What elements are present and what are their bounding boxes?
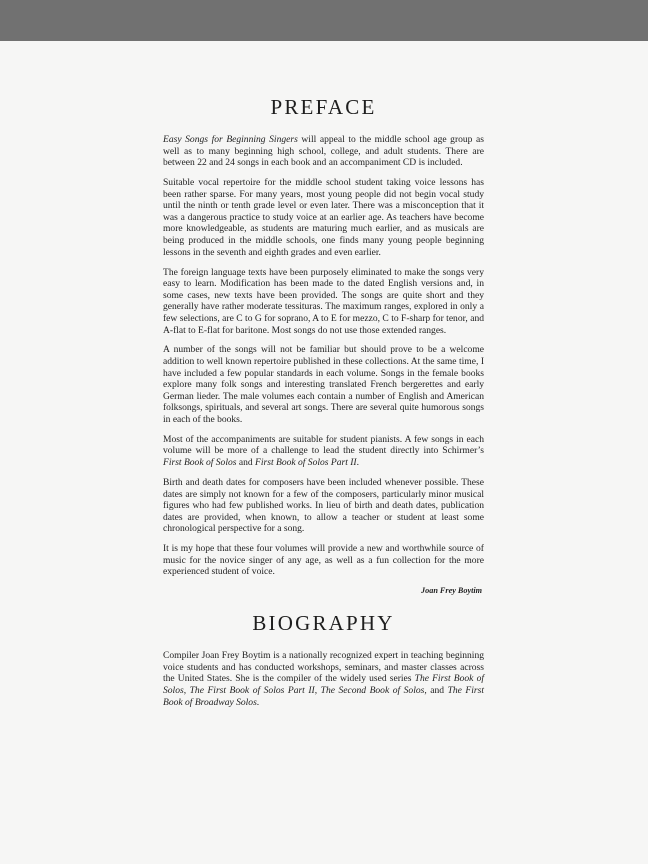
paragraph-text: Most of the accompaniments are suitable for student pianists. A few songs in each volume will be more of a challenge to lead the student directly into Schirmer’s (163, 433, 484, 457)
book-title-italic: First Book of Solos (163, 457, 237, 469)
preface-paragraph-3: The foreign language texts have been purposely eliminated to make the songs very easy to learn. Modification has been made to the dated English versions and, in some cases, new texts have been provided. The songs are quite short and they generally have rather moderate tessituras. The maximum ranges, explored in only a few selections, are C to G for soprano, A to E for mezzo, C to F-sharp for tenor, and A-flat to E-flat for baritone. Most songs do not use those extended ranges. (163, 266, 484, 336)
preface-paragraph-6: Birth and death dates for composers have been included whenever possible. These dates are simply not known for a few of the composers, particularly minor musical figures who had few published works. In lieu of birth and death dates, publication dates are provided, when known, to allow a teacher or student at least some chronological perspective for a song. (163, 476, 484, 535)
preface-paragraph-4: A number of the songs will not be familiar but should prove to be a welcome addition to well known repertoire published in these collections. At the same time, I have included a few popular standards in each volume. Songs in the female books explore many folk songs and interesting translated French bergerettes and early German lieder. The male volumes each contain a number of English and American folksongs, spirituals, and several art songs. There are several quite humorous songs in each of the books. (163, 344, 484, 425)
author-signature: Joan Frey Boytim (421, 586, 482, 596)
preface-paragraph-7: It is my hope that these four volumes will provide a new and worthwhile source of music for the novice singer of any age, as well as a fun collection for the more experienced student of voice. (163, 543, 484, 578)
paragraph-text: will appeal to the middle school age group as well as to many beginning high school, college, and adult students. There are between 22 and 24 songs in each book and an accompaniment CD is included. (163, 134, 485, 169)
book-title-italic: The First Book of Solos Part II (189, 685, 315, 697)
document-page (0, 41, 648, 864)
preface-paragraph-2: Suitable vocal repertoire for the middle school student taking voice lessons has been rather sparse. For many years, most young people did not begin vocal study until the ninth or tenth grade level or even later. There was a misconception that it was a dangerous practice to study voice at an earlier age. As teachers have become more knowledgeable, as students are maturing much earlier, and as musicals are being produced in the middle schools, one finds many young people beginning lessons in the seventh and eighth grades and even earlier. (163, 177, 484, 258)
paragraph-text: , (183, 685, 190, 697)
book-title-italic: First Book of Solos Part II (255, 457, 357, 469)
preface-heading: PREFACE (270, 95, 377, 119)
preface-paragraph-5 (163, 434, 484, 469)
book-title-italic: Easy Songs for Beginning Singers (163, 134, 298, 145)
book-title-italic: The Second Book of Solos (320, 685, 425, 697)
book-title-italic: The First Book of Solos (163, 673, 484, 697)
paragraph-text: . (256, 696, 260, 708)
viewer-top-bar (0, 0, 648, 41)
paragraph-text: Compiler Joan Frey Boytim is a nationally recognized expert in teaching beginning voice students and has conducted workshops, seminars, and master classes across the United States. She is the compiler of the widely used series (163, 650, 484, 685)
biography-heading: BIOGRAPHY (252, 611, 395, 636)
preface-paragraph-1 (163, 134, 484, 169)
paragraph-text: . (356, 457, 359, 469)
paragraph-text: , and (424, 685, 448, 697)
paragraph-text: , (314, 685, 321, 697)
book-title-italic: The First Book of Broadway Solos (163, 685, 484, 708)
biography-paragraph (163, 650, 484, 708)
paragraph-text: and (236, 457, 256, 469)
page-content (163, 95, 484, 717)
